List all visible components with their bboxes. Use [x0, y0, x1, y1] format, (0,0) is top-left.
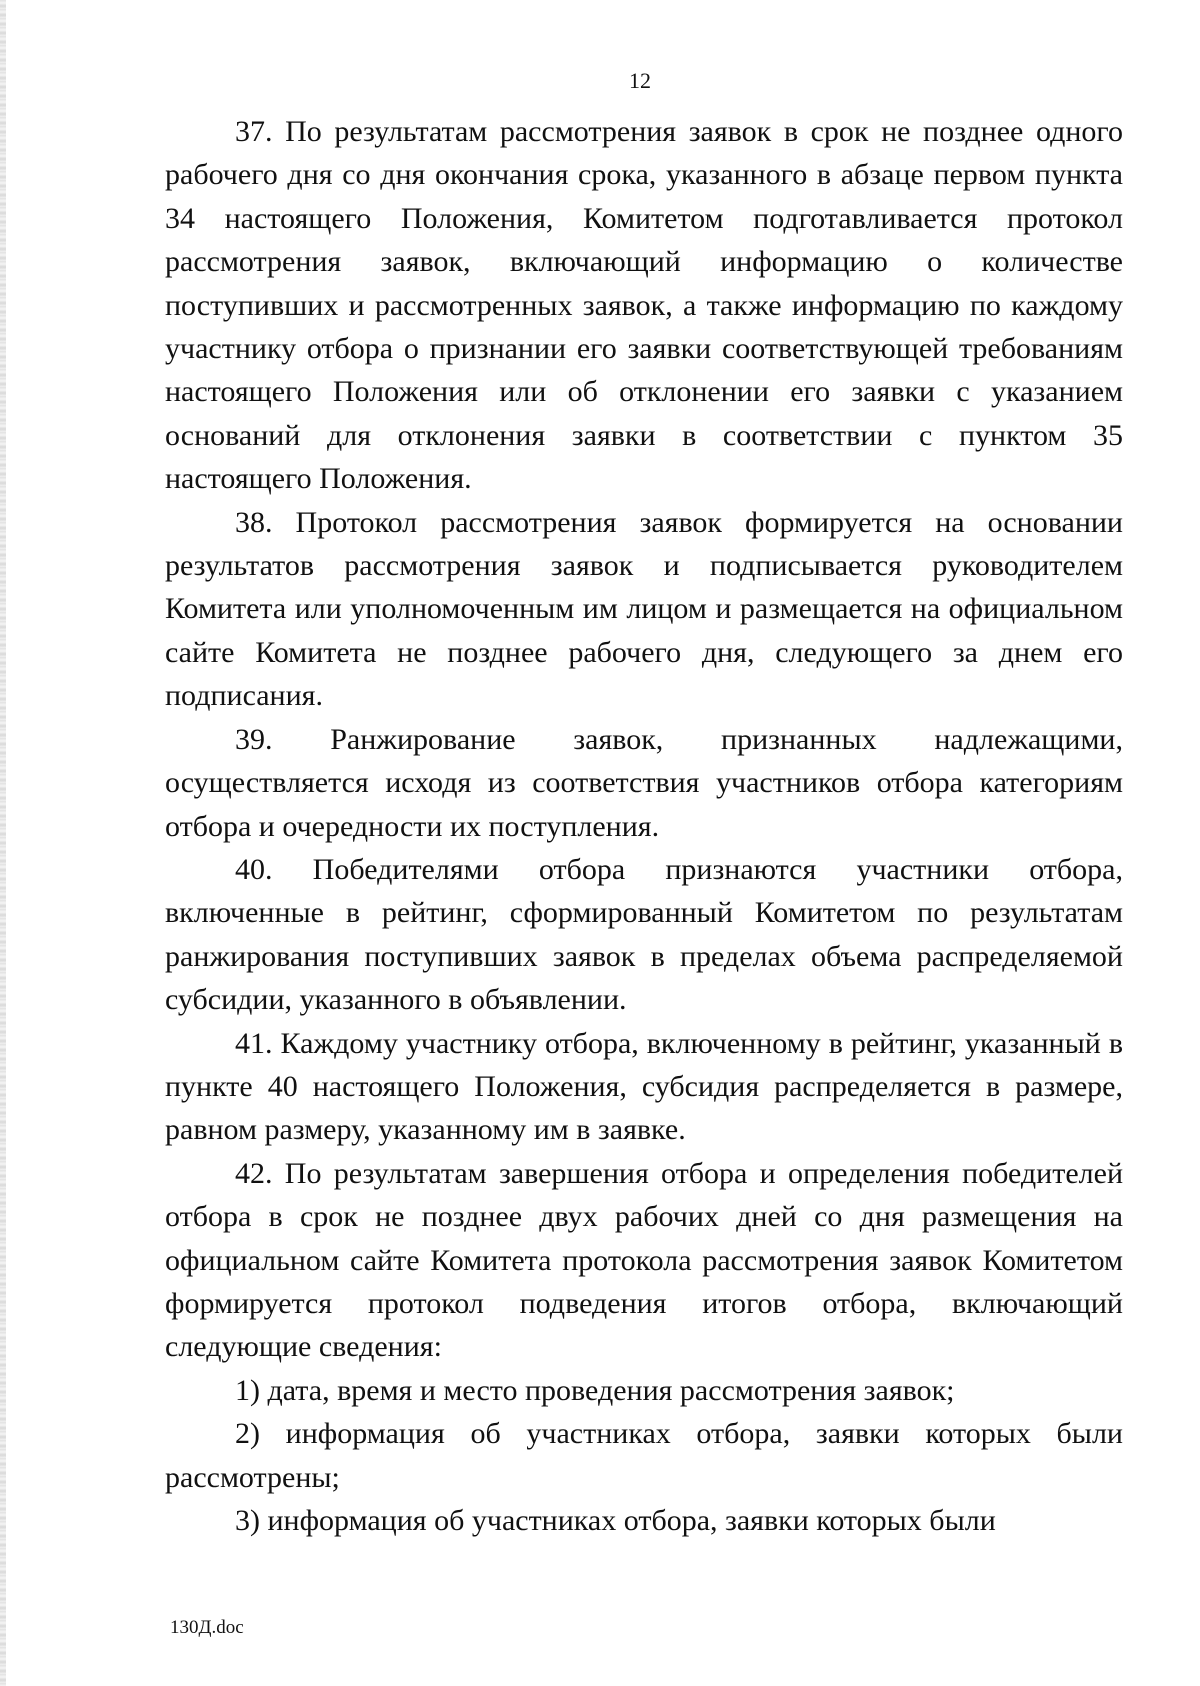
paragraph-41: 41. Каждому участнику отбора, включенному в рейтинг, указанный в пункте 40 настоящего Положения, субсидия распределяется в размере, равном размеру, указанному им в заявке.: [165, 1026, 1123, 1147]
page-number: 12: [629, 68, 651, 93]
list-item-3: 3) информация об участниках отбора, заявки которых были: [235, 1504, 996, 1537]
footer-filename: 130Д.doc: [170, 1617, 244, 1638]
paragraph-42: 42. По результатам завершения отбора и определения победителей отбора в срок не позднее двух рабочих дней со дня размещения на официальном сайте Комитета протокола рассмотрения заявок Комитетом формируется протокол подведения итогов отбора, включающий следующие сведения:: [165, 1156, 1123, 1364]
list-item-1: 1) дата, время и место проведения рассмотрения заявок;: [235, 1373, 955, 1407]
list-item-2: 2) информация об участниках отбора, заявки которых были рассмотрены;: [165, 1417, 1123, 1494]
paragraph-37: 37. По результатам рассмотрения заявок в срок не позднее одного рабочего дня со дня окончания срока, указанного в абзаце первом пункта 34 настоящего Положения, Комитетом подготавливается протокол рассмотрения заявок, включающий информацию о количестве поступивших и рассмотренных заявок, а также информацию по каждому участнику отбора о признании его заявки соответствующей требованиям настоящего Положения или об отклонении его заявки с указанием оснований для отклонения заявки в соответствии с пунктом 35 настоящего Положения.: [165, 115, 1123, 496]
paragraph-38: 38. Протокол рассмотрения заявок формируется на основании результатов рассмотрения заявок и подписывается руководителем Комитета или уполномоченным им лицом и размещается на официальном сайте Комитета не позднее рабочего дня, следующего за днем его подписания.: [165, 505, 1123, 713]
paragraph-40: 40. Победителями отбора признаются участники отбора, включенные в рейтинг, сформированный Комитетом по результатам ранжирования поступивших заявок в пределах объема распределяемой субсидии, указанного в объявлении.: [165, 852, 1123, 1017]
paragraph-39: 39. Ранжирование заявок, признанных надлежащими, осуществляется исходя из соответствия участников отбора категориям отбора и очередности их поступления.: [165, 722, 1123, 843]
scan-edge: [0, 0, 6, 1686]
document-body: [165, 110, 1123, 1542]
